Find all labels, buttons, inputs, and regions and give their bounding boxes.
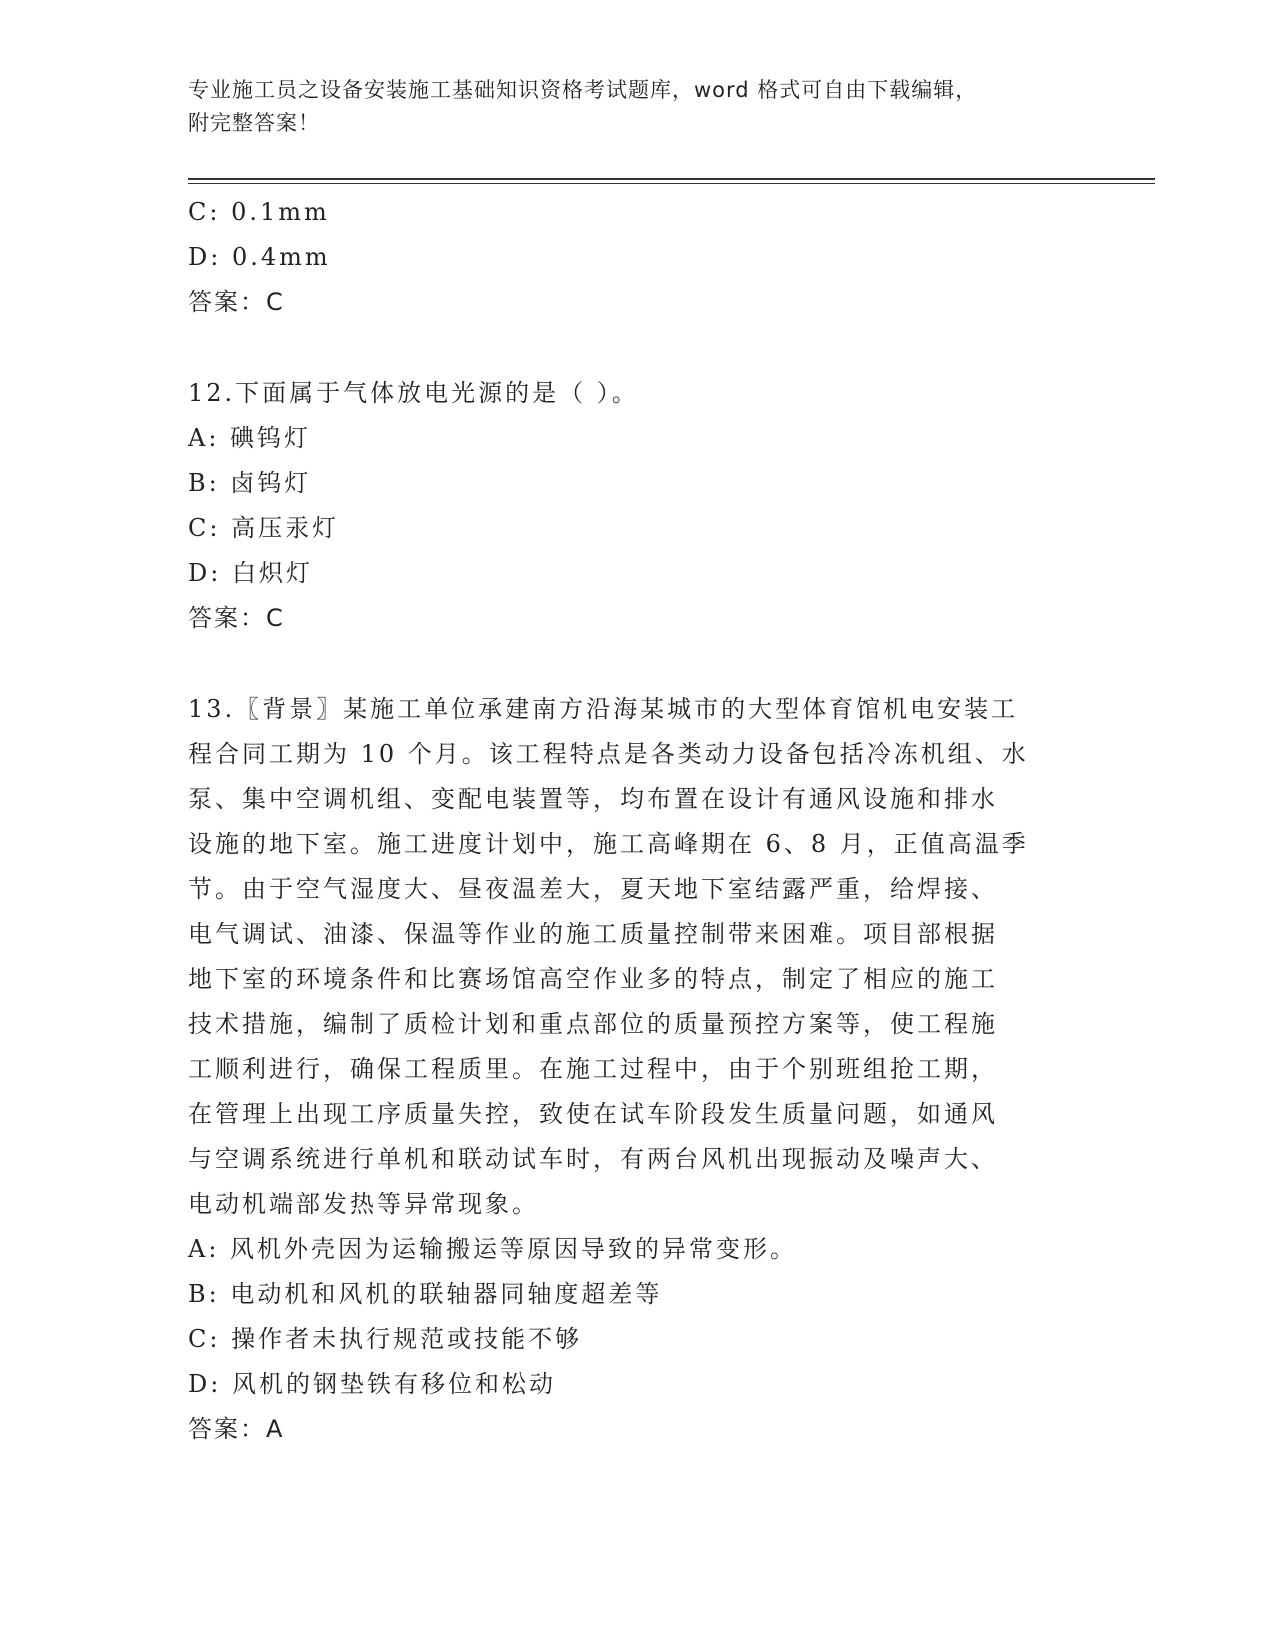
header-line-1: 专业施工员之设备安装施工基础知识资格考试题库，word 格式可自由下载编辑， — [188, 78, 978, 102]
stem-line: 泵、集中空调机组、变配电装置等，均布置在设计有通风设施和排水 — [188, 785, 998, 813]
question-12 — [188, 371, 1088, 641]
option-c: C: 操作者未执行规范或技能不够 — [188, 1325, 583, 1353]
document-header — [188, 74, 1088, 140]
answer-line: 答案：C — [188, 604, 285, 632]
header-line-2: 附完整答案！ — [188, 111, 320, 135]
stem-line: 节。由于空气湿度大、昼夜温差大，夏天地下室结露严重，给焊接、 — [188, 875, 998, 903]
question-13 — [188, 687, 1088, 1452]
option-b: B: 卤钨灯 — [188, 469, 312, 497]
stem-line: 工顺利进行，确保工程质里。在施工过程中，由于个别班组抢工期， — [188, 1055, 998, 1083]
stem-line: 13.〖背景〗某施工单位承建南方沿海某城市的大型体育馆机电安装工 — [188, 695, 1019, 723]
option-a: A: 碘钨灯 — [188, 424, 312, 452]
option-c: C: 0.1mm — [188, 198, 330, 226]
option-d: D: 0.4mm — [188, 243, 331, 271]
stem-line: 电动机端部发热等异常现象。 — [188, 1190, 539, 1218]
stem-line: 地下室的环境条件和比赛场馆高空作业多的特点，制定了相应的施工 — [188, 965, 998, 993]
stem-line: 在管理上出现工序质量失控，致使在试车阶段发生质量问题，如通风 — [188, 1100, 998, 1128]
stem-line: 与空调系统进行单机和联动试车时，有两台风机出现振动及噪声大、 — [188, 1145, 998, 1173]
option-c: C: 高压汞灯 — [188, 514, 340, 542]
spacer — [188, 325, 1088, 371]
spacer — [188, 641, 1088, 687]
prev-question-block — [188, 190, 1088, 325]
question-content — [188, 190, 1088, 1452]
stem-line: 程合同工期为 10 个月。该工程特点是各类动力设备包括冷冻机组、水 — [188, 740, 1029, 768]
option-d: D: 风机的钢垫铁有移位和松动 — [188, 1370, 556, 1398]
stem-line: 技术措施，编制了质检计划和重点部位的质量预控方案等，使工程施 — [188, 1010, 998, 1038]
question-stem: 12.下面属于气体放电光源的是（ ）。 — [188, 379, 639, 407]
stem-line: 电气调试、油漆、保温等作业的施工质量控制带来困难。项目部根据 — [188, 920, 998, 948]
header-divider-thick — [188, 178, 1155, 180]
question-stem — [188, 687, 1088, 1227]
option-b: B: 电动机和风机的联轴器同轴度超差等 — [188, 1280, 663, 1308]
stem-line: 设施的地下室。施工进度计划中，施工高峰期在 6、8 月，正值高温季 — [188, 830, 1029, 858]
header-divider-thin — [188, 183, 1155, 184]
option-d: D: 白炽灯 — [188, 559, 313, 587]
answer-line: 答案：C — [188, 288, 285, 316]
option-a: A: 风机外壳因为运输搬运等原因导致的异常变形。 — [188, 1235, 798, 1263]
answer-line: 答案：A — [188, 1415, 285, 1443]
